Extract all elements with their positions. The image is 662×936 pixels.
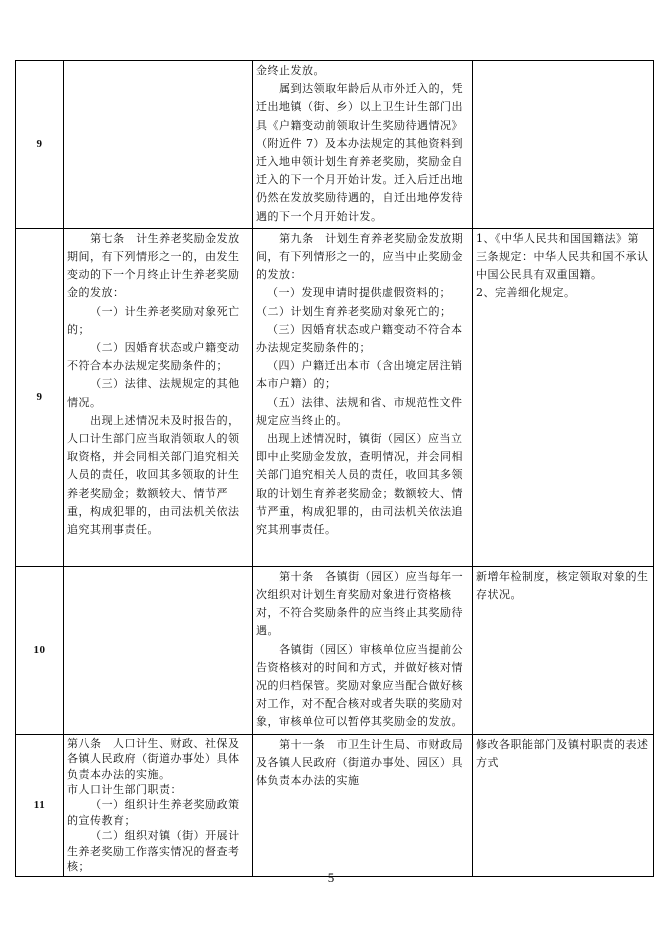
regulation-comparison-table — [15, 60, 654, 877]
table-row — [16, 734, 654, 877]
revision-note-cell — [473, 566, 654, 734]
revised-text-cell — [253, 566, 473, 734]
original-paragraph: （一）计生养老奖励对象死亡的； — [67, 304, 240, 336]
table-row — [16, 566, 654, 734]
original-text-cell — [64, 734, 253, 877]
original-paragraph: （一）组织计生养老奖励政策的宣传教育； — [67, 798, 240, 827]
row-number: 9 — [16, 61, 64, 229]
table-row — [16, 61, 654, 229]
revision-note: 2、完善细化规定。 — [476, 286, 576, 300]
original-paragraph: 第八条 人口计生、财政、社保及各镇人民政府（街道办事处）具体负责本办法的实施。 — [67, 736, 240, 781]
revision-note: 修改各职能部门及镇村职责的表述方式 — [476, 737, 649, 770]
revised-paragraph: 属到达领取年龄后从市外迁入的，凭迁出地镇（街、乡）以上卫生计生部门出具《户籍变动前领取计生奖励待遇情况》（附近件 7）及本办法规定的其他资料到迁入地申领计划生育养老奖励，奖励金自迁入的下一个月开始计发。迁入后迁出地仍然在发放奖励待遇的，自迁出地停发待遇的下一个月开始计发。 — [256, 82, 464, 223]
revision-note: 新增年检制度，核定领取对象的生存状况。 — [476, 569, 649, 602]
revised-paragraph: （二）计划生育养老奖励对象死亡的； — [256, 304, 452, 318]
original-paragraph: 市人口计生部门职责： — [67, 783, 182, 797]
revised-paragraph: （四）户籍迁出本市（含出境定居注销本市户籍）的； — [256, 359, 463, 391]
row-number: 10 — [16, 566, 64, 734]
original-text-cell — [64, 228, 253, 566]
revision-note-cell — [473, 228, 654, 566]
original-paragraph: （二）因婚育状态或户籍变动不符合本办法规定奖励条件的； — [67, 341, 240, 373]
revised-paragraph: （三）因婚育状态或户籍变动不符合本办法规定奖励条件的； — [256, 322, 463, 355]
row-number: 11 — [16, 734, 64, 877]
revised-paragraph: 第九条 计划生育养老奖励金发放期间，有下列情形之一的，应当中止奖励金的发放： — [256, 231, 464, 282]
revised-paragraph: 第十一条 市卫生计生局、市财政局及各镇人民政府（街道办事处、园区）具体负责本办法的实施 — [256, 737, 464, 788]
revised-text-cell — [253, 228, 473, 566]
revised-paragraph: （五）法律、法规和省、市规范性文件规定应当终止的。 — [256, 395, 463, 427]
table-row — [16, 228, 654, 566]
original-text-cell — [64, 566, 253, 734]
revision-note: 1、《中华人民共和国国籍法》第三条规定：中华人民共和国不承认中国公民具有双重国籍。 — [476, 231, 649, 282]
revised-text-cell — [253, 734, 473, 877]
revised-paragraph: （一）发现申请时提供虚假资料的； — [267, 286, 451, 300]
revised-text-cell — [253, 61, 473, 229]
revised-paragraph: 金终止发放。 — [256, 64, 325, 77]
original-paragraph: 第七条 计生养老奖励金发放期间，有下列情形之一的，由发生变动的下一个月终止计生养老奖励金的发放： — [67, 231, 240, 300]
revision-note-cell — [473, 61, 654, 229]
revised-paragraph: 各镇街（园区）审核单位应当提前公告资格核对的时间和方式，并做好核对情况的归档保管。奖励对象应当配合做好核对工作，对不配合核对或者失联的奖励对象，审核单位可以暂停其奖励金的发放。 — [256, 642, 464, 729]
revision-note-cell — [473, 734, 654, 877]
original-paragraph: （三）法律、法规规定的其他情况。 — [67, 377, 240, 409]
revised-paragraph: 出现上述情况时，镇街（园区）应当立即中止奖励金发放，查明情况，并会同相关部门追究相关人员的责任，收回其多领取的计划生育养老奖励金；数额较大、情节严重，构成犯罪的，由司法机关依法追究其刑事责任。 — [256, 432, 463, 537]
original-paragraph: 出现上述情况未及时报告的，人口计生部门应当取消领取人的领取资格，并会同相关部门追究相关人员的责任，收回其多领取的计生养老奖励金；数额较大、情节严重，构成犯罪的，由司法机关依法追究其刑事责任。 — [67, 413, 240, 537]
page-number: 5 — [327, 870, 335, 885]
original-text-cell — [64, 61, 253, 229]
original-paragraph: （二）组织对镇（街）开展计生养老奖励工作落实情况的督查考核； — [67, 829, 240, 874]
row-number: 9 — [16, 228, 64, 566]
revised-paragraph: 第十条 各镇街（园区）应当每年一次组织对计划生育奖励对象进行资格核对，不符合奖励条件的应当终止其奖励待遇。 — [256, 569, 464, 638]
